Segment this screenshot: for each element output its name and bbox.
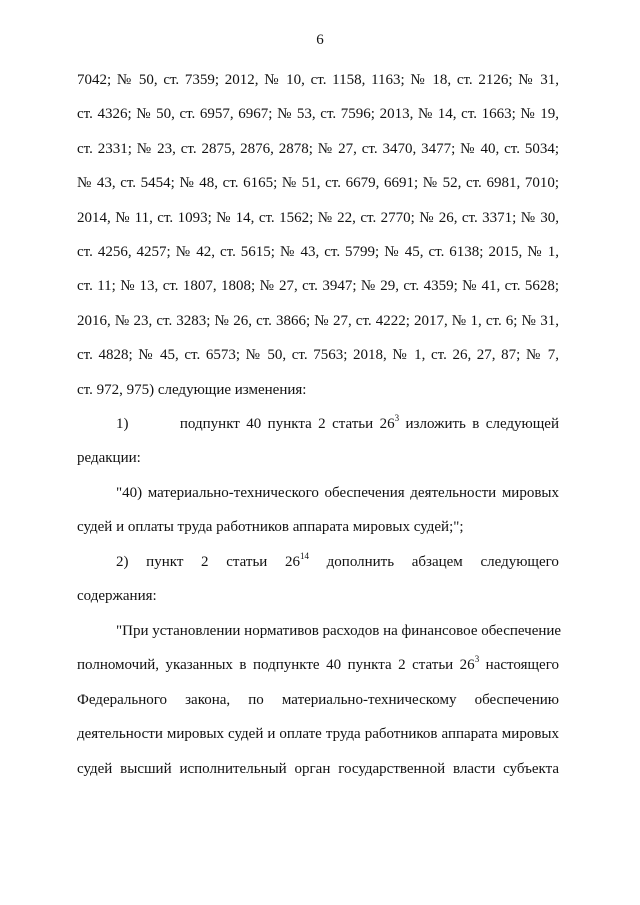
- item-2-word: дополнить: [326, 554, 395, 570]
- quote-2-line: деятельности мировых судей и оплате труда работников аппарата мировых: [77, 726, 559, 743]
- superscript: 3: [394, 413, 400, 423]
- text-line: 2016, № 23, ст. 3283; № 26, ст. 3866; № 27, ст. 4222; 2017, № 1, ст. 6; № 31,: [77, 312, 559, 329]
- item-1-first-line: [77, 407, 559, 441]
- superscript: 3: [474, 654, 480, 665]
- item-2-article: [285, 545, 309, 579]
- item-2-word: пункт: [146, 554, 184, 570]
- item-1-continuation: редакции:: [77, 450, 141, 467]
- text-line: ст. 4326; № 50, ст. 6957, 6967; № 53, ст. 7596; 2013, № 14, ст. 1663; № 19,: [77, 106, 559, 123]
- item-1-text-end: изложить в следующей: [399, 416, 559, 432]
- quote-1-line: судей и оплаты труда работников аппарата мировых судей;";: [77, 519, 464, 536]
- references-paragraph: [77, 63, 559, 407]
- text-line: 7042; № 50, ст. 7359; 2012, № 10, ст. 1158, 1163; № 18, ст. 2126; № 31,: [77, 72, 559, 88]
- item-2-word: абзацем: [411, 554, 463, 570]
- text-line: ст. 972, 975) следующие изменения:: [77, 381, 307, 398]
- text-line: № 43, ст. 5454; № 48, ст. 6165; № 51, ст. 6679, 6691; № 52, ст. 6981, 7010;: [77, 175, 559, 192]
- text-line: ст. 4828; № 45, ст. 6573; № 50, ст. 7563; 2018, № 1, ст. 26, 27, 87; № 7,: [77, 347, 559, 364]
- superscript: 14: [299, 551, 309, 561]
- item-1-text: подпункт 40 пункта 2 статьи 26: [179, 416, 395, 432]
- quote-1: [77, 476, 559, 545]
- item-2-word: 2: [201, 554, 209, 570]
- quote-2-line: судей высший исполнительный орган государственной власти субъекта: [77, 760, 559, 777]
- quote-1-line: "40) материально-технического обеспечения деятельности мировых: [116, 485, 559, 501]
- item-2-first-line: [77, 545, 559, 579]
- text-line: 2014, № 11, ст. 1093; № 14, ст. 1562; № 22, ст. 2770; № 26, ст. 3371; № 30,: [77, 209, 559, 226]
- item-1: [77, 407, 559, 476]
- item-2: [77, 545, 559, 614]
- quote-2-line: [77, 648, 559, 682]
- item-1-number: 1): [116, 416, 129, 432]
- quote-2-text: полномочий, указанных в подпункте 40 пункта 2 статьи 26: [77, 657, 475, 674]
- text-line: ст. 11; № 13, ст. 1807, 1808; № 27, ст. 3947; № 29, ст. 4359; № 41, ст. 5628;: [77, 278, 559, 295]
- text-line: ст. 2331; № 23, ст. 2875, 2876, 2878; № 27, ст. 3470, 3477; № 40, ст. 5034;: [77, 140, 559, 157]
- page-number: 6: [316, 32, 324, 48]
- quote-2-text-end: настоящего: [479, 657, 559, 674]
- item-2-word: статьи: [226, 554, 268, 570]
- item-2-continuation: содержания:: [77, 588, 157, 605]
- text-line: ст. 4256, 4257; № 42, ст. 5615; № 43, ст. 5799; № 45, ст. 6138; 2015, № 1,: [77, 243, 559, 260]
- item-2-article-number: 26: [284, 554, 300, 570]
- item-2-number: 2): [116, 554, 129, 570]
- quote-2-line: Федерального закона, по материально-техническому обеспечению: [77, 691, 559, 708]
- item-2-word: следующего: [480, 554, 559, 570]
- quote-2-line: "При установлении нормативов расходов на финансовое обеспечение: [116, 623, 562, 639]
- quote-2: [77, 614, 562, 786]
